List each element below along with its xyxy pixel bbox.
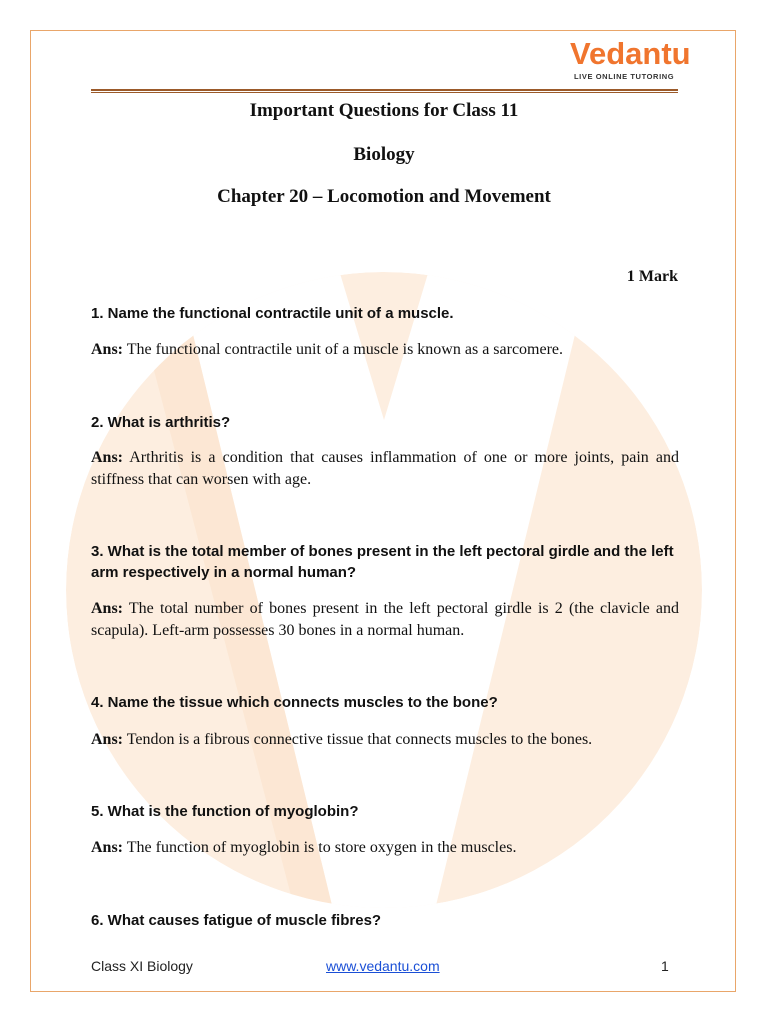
- answer-2: [91, 447, 679, 491]
- answer-text: The functional contractile unit of a muscle is known as a sarcomere.: [126, 341, 564, 358]
- footer-class-label: Class XI Biology: [91, 958, 193, 974]
- question-2: 2. What is arthritis?: [91, 414, 231, 431]
- chapter-title: Chapter 20 – Locomotion and Movement: [217, 186, 551, 207]
- logo-wordmark: Vedantu: [570, 36, 691, 71]
- answer-5: [91, 837, 679, 859]
- answer-4: [91, 729, 679, 751]
- answer-label: Ans:: [91, 731, 124, 748]
- answer-label: Ans:: [91, 600, 124, 617]
- answer-text: The function of myoglobin is to store oxygen in the muscles.: [126, 839, 517, 856]
- question-3: 3. What is the total member of bones present in the left pectoral girdle and the left arm respectively in a normal human?: [91, 543, 674, 581]
- question-1: 1. Name the functional contractile unit of a muscle.: [91, 305, 454, 322]
- answer-label: Ans:: [91, 839, 124, 856]
- question-4: 4. Name the tissue which connects muscles to the bone?: [91, 694, 498, 711]
- answer-text: The total number of bones present in the left pectoral girdle is 2 (the clavicle and scapula). Left-arm possesses 30 bones in a normal human.: [91, 600, 680, 639]
- subject-title: Biology: [353, 144, 415, 165]
- vedantu-logo[interactable]: [566, 36, 691, 86]
- answer-1: [91, 339, 679, 361]
- answer-label: Ans:: [91, 449, 124, 466]
- logo-tagline: LIVE ONLINE TUTORING: [574, 72, 675, 81]
- answer-label: Ans:: [91, 341, 124, 358]
- header-rule: [91, 89, 678, 93]
- question-6: 6. What causes fatigue of muscle fibres?: [91, 912, 382, 929]
- answer-3: [91, 598, 679, 642]
- footer-website-link[interactable]: www.vedantu.com: [326, 958, 440, 974]
- document-title: Important Questions for Class 11: [249, 100, 519, 121]
- page-number: 1: [661, 958, 669, 974]
- answer-text: Tendon is a fibrous connective tissue that connects muscles to the bones.: [126, 731, 593, 748]
- question-5: 5. What is the function of myoglobin?: [91, 803, 359, 820]
- answer-text: Arthritis is a condition that causes inflammation of one or more joints, pain and stiffness that can worsen with age.: [91, 449, 679, 488]
- section-marks-label: 1 Mark: [626, 268, 678, 285]
